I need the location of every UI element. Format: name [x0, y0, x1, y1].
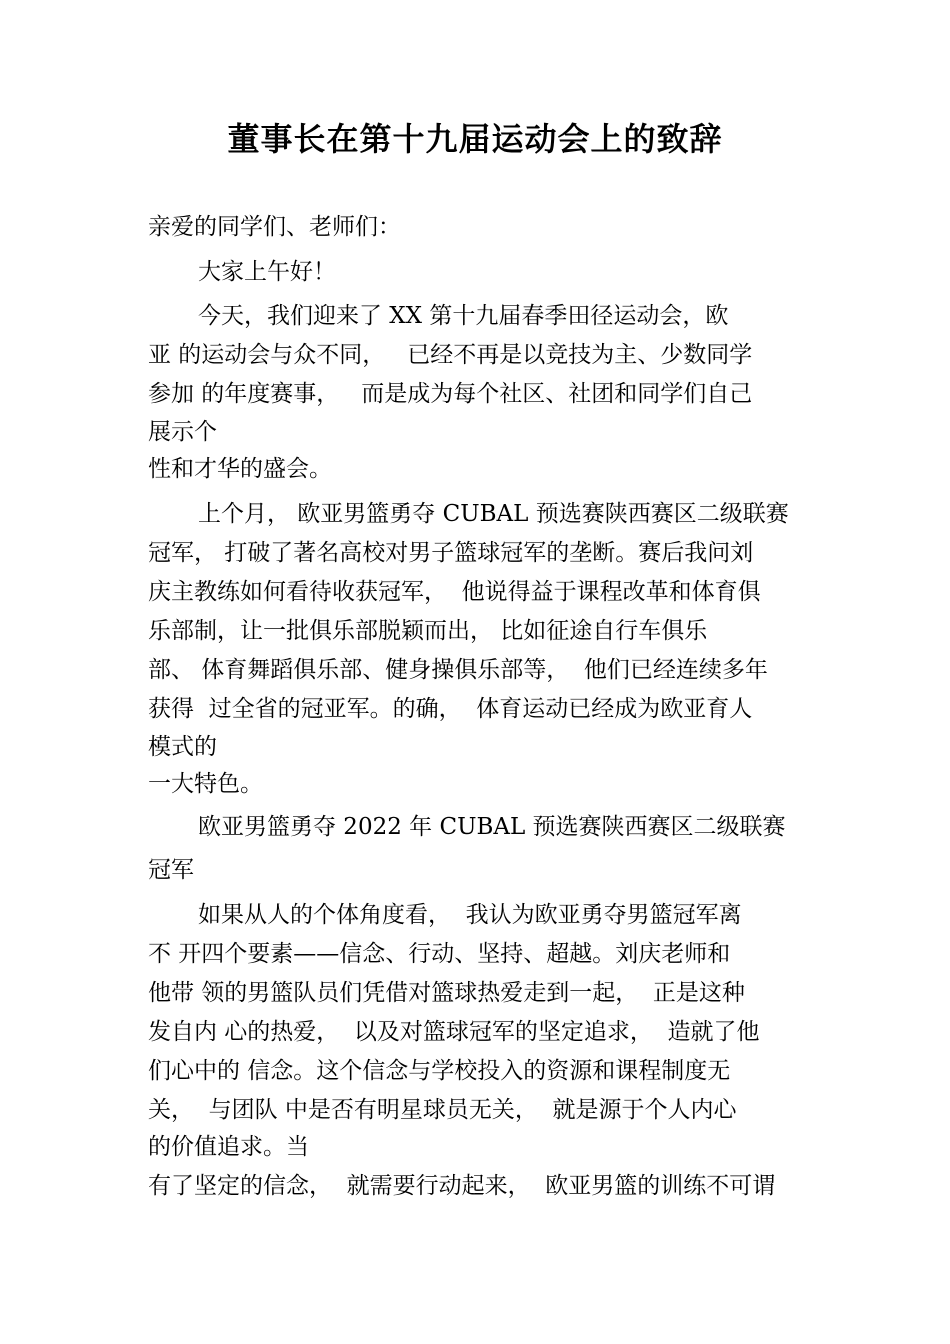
paragraph-line: 展示个 — [148, 419, 217, 445]
paragraph-line: 们心中的 信念。这个信念与学校投入的资源和课程制度无 — [148, 1058, 731, 1084]
paragraph-line: 今天，我们迎来了 XX 第十九届春季田径运动会，欧 — [198, 303, 729, 329]
caption-line: 欧亚男篮勇夺 2022 年 CUBAL 预选赛陕西赛区二级联赛 — [198, 814, 786, 840]
paragraph-line: 参加 的年度赛事， 而是成为每个社区、社团和同学们自己 — [148, 381, 753, 407]
paragraph-line: 庆主教练如何看待收获冠军， 他说得益于课程改革和体育俱 — [148, 579, 761, 605]
salutation-line: 亲爱的同学们、老师们： — [148, 214, 401, 240]
paragraph-line: 上个月， 欧亚男篮勇夺 CUBAL 预选赛陕西赛区二级联赛 — [198, 501, 789, 527]
document-title: 董事长在第十九届运动会上的致辞 — [227, 120, 723, 158]
greeting-line: 大家上午好！ — [198, 259, 336, 285]
caption-line: 冠军 — [148, 857, 194, 883]
paragraph-line: 冠军， 打破了著名高校对男子篮球冠军的垄断。赛后我问刘 — [148, 540, 754, 566]
paragraph-line: 不 开四个要素——信念、行动、坚持、超越。刘庆老师和 — [148, 941, 731, 967]
paragraph-line: 亚 的运动会与众不同， 已经不再是以竞技为主、少数同学 — [148, 342, 753, 368]
paragraph-line: 如果从人的个体角度看， 我认为欧亚勇夺男篮冠军离 — [198, 902, 742, 928]
paragraph-line: 乐部制，让一批俱乐部脱颖而出， 比如征途自行车俱乐 — [148, 618, 708, 644]
paragraph-line: 有了坚定的信念， 就需要行动起来， 欧亚男篮的训练不可谓 — [148, 1173, 776, 1199]
paragraph-line: 获得 过全省的冠亚军。的确， 体育运动已经成为欧亚育人 — [148, 696, 753, 722]
paragraph-line: 一大特色。 — [148, 771, 263, 797]
paragraph-line: 发自内 心的热爱， 以及对篮球冠军的坚定追求， 造就了他 — [148, 1019, 760, 1045]
paragraph-line: 性和才华的盛会。 — [148, 456, 332, 482]
paragraph-line: 部、 体育舞蹈俱乐部、健身操俱乐部等， 他们已经连续多年 — [148, 657, 768, 683]
paragraph-line: 模式的 — [148, 734, 217, 760]
paragraph-line: 关， 与团队 中是否有明星球员无关， 就是源于个人内心 — [148, 1097, 737, 1123]
paragraph-line: 的价值追求。当 — [148, 1134, 309, 1160]
paragraph-line: 他带 领的男篮队员们凭借对篮球热爱走到一起， 正是这种 — [148, 980, 745, 1006]
